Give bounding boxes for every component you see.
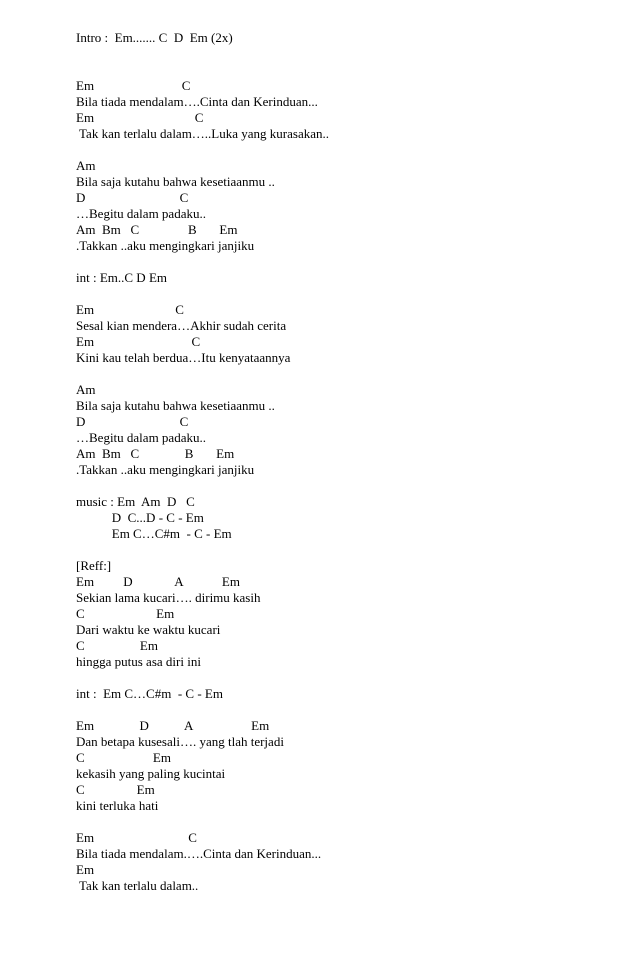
chord-line: Am Bm C B Em: [76, 446, 235, 461]
lyric-line: kini terluka hati: [76, 798, 159, 813]
lyric-line: Bila saja kutahu bahwa kesetiaanmu ..: [76, 174, 275, 189]
chord-line: D C...D - C - Em: [76, 510, 204, 525]
lyric-line: Tak kan terlalu dalam..: [76, 878, 199, 893]
lyric-line: Bila tiada mendalam….Cinta dan Kerinduan...: [76, 94, 318, 109]
chord-line: Em D A Em: [76, 574, 240, 589]
lyric-line: Tak kan terlalu dalam…..Luka yang kurasakan..: [76, 126, 329, 141]
chord-line: D C: [76, 190, 189, 205]
lyric-line: kekasih yang paling kucintai: [76, 766, 226, 781]
lyric-line: Bila tiada mendalam.….Cinta dan Kerinduan...: [76, 846, 322, 861]
lyric-line: .Takkan ..aku mengingkari janjiku: [76, 238, 255, 253]
lyric-line: hingga putus asa diri ini: [76, 654, 201, 669]
chord-line: Em C: [76, 334, 201, 349]
chord-line: C Em: [76, 638, 158, 653]
lyric-line: Bila saja kutahu bahwa kesetiaanmu ..: [76, 398, 275, 413]
lyric-line: Dan betapa kusesali…. yang tlah terjadi: [76, 734, 284, 749]
chord-line: C Em: [76, 606, 175, 621]
lyric-line: [Reff:]: [76, 558, 112, 573]
lyric-line: Intro : Em....... C D Em (2x): [76, 30, 233, 45]
lyric-line: int : Em C…C#m - C - Em: [76, 686, 223, 701]
chord-line: Em C…C#m - C - Em: [76, 526, 232, 541]
chord-line: Em: [76, 862, 95, 877]
lyric-line: music : Em Am D C: [76, 494, 195, 509]
chord-line: C Em: [76, 750, 171, 765]
chord-line: Am: [76, 382, 96, 397]
lyric-line: …Begitu dalam padaku..: [76, 206, 206, 221]
lyric-line: …Begitu dalam padaku..: [76, 430, 206, 445]
lyric-line: Kini kau telah berdua…Itu kenyataannya: [76, 350, 291, 365]
chord-line: Em C: [76, 830, 197, 845]
lyric-line: Sesal kian mendera…Akhir sudah cerita: [76, 318, 287, 333]
chord-line: Am Bm C B Em: [76, 222, 238, 237]
chord-line: C Em: [76, 782, 155, 797]
chord-line: Em C: [76, 110, 204, 125]
chord-line: Am: [76, 158, 96, 173]
chord-line: Em C: [76, 302, 184, 317]
lyric-line: Dari waktu ke waktu kucari: [76, 622, 221, 637]
chord-line: Em D A Em: [76, 718, 270, 733]
lyric-line: int : Em..C D Em: [76, 270, 167, 285]
lyric-line: .Takkan ..aku mengingkari janjiku: [76, 462, 255, 477]
chord-line: Em C: [76, 78, 191, 93]
lyric-line: Sekian lama kucari…. dirimu kasih: [76, 590, 261, 605]
chord-line: D C: [76, 414, 189, 429]
